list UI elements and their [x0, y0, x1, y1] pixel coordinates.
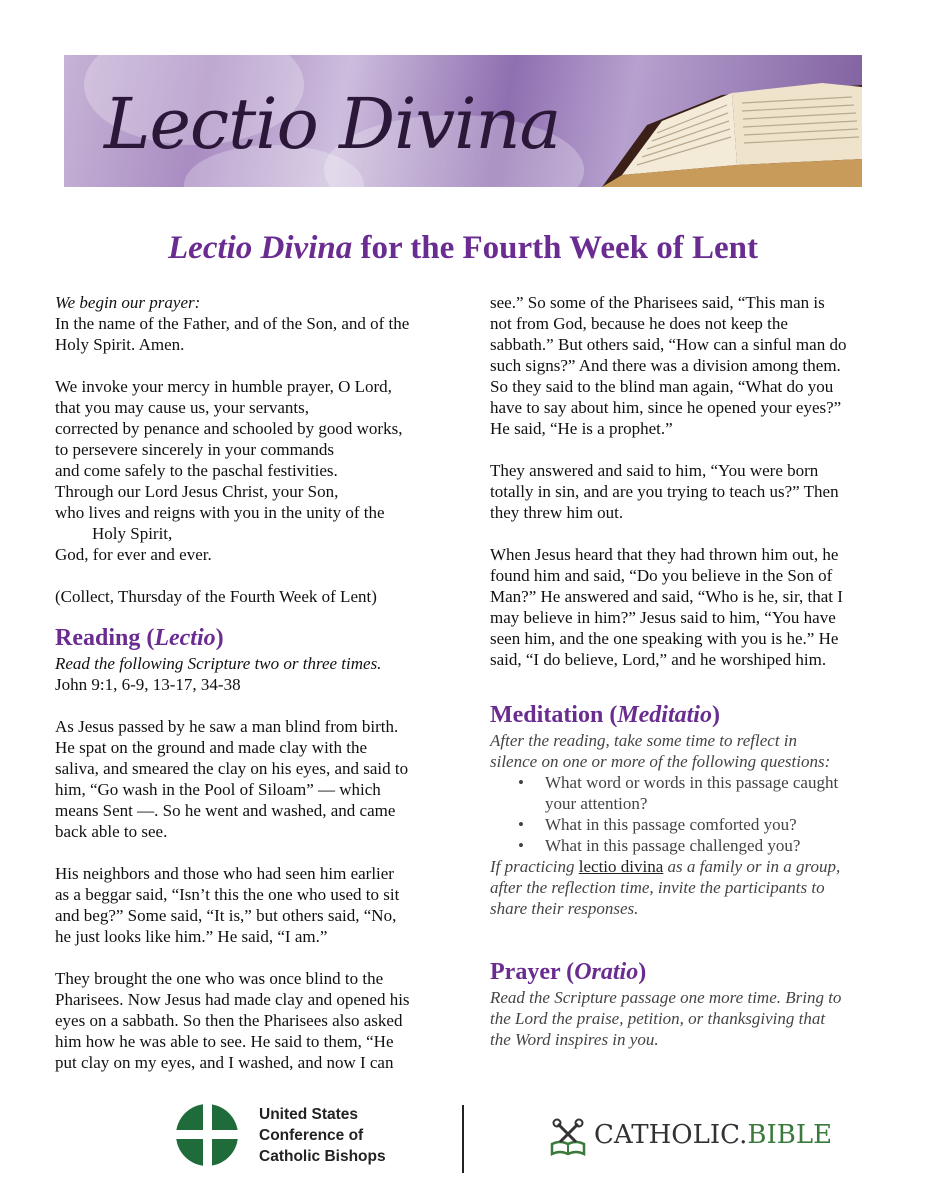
page-title [0, 230, 926, 267]
group-note-suffix: as a family or in a group, [663, 857, 841, 876]
group-note-line: after the reflection time, invite the participants to [490, 878, 825, 897]
scripture-line: eyes on a sabbath. So then the Pharisees also asked [55, 1011, 403, 1030]
prayer-instruction: the Word inspires in you. [490, 1030, 659, 1049]
page-title-rest: for the Fourth Week of Lent [352, 230, 758, 266]
scripture-line: saliva, and smeared the clay on his eyes, and said to [55, 759, 409, 778]
scripture-line: means Sent —. So he went and washed, and came [55, 801, 396, 820]
catholic-bible-logo [594, 1120, 832, 1150]
reading-heading-plain: Reading ( [55, 625, 155, 651]
bullet-icon: • [518, 773, 524, 792]
collect-line: who lives and reigns with you in the unity of the [55, 503, 385, 522]
usccb-logo-icon [175, 1103, 245, 1167]
collect-line: that you may cause us, your servants, [55, 398, 309, 417]
scripture-line: They answered and said to him, “You were born [490, 461, 819, 480]
lectio-divina-link[interactable]: lectio divina [578, 857, 664, 876]
right-column [490, 292, 880, 1050]
meditation-heading-italic: Meditatio [617, 702, 712, 728]
banner-title: Lectio Divina [104, 83, 561, 165]
keys-book-icon [548, 1118, 588, 1158]
page-title-italic: Lectio Divina [168, 230, 353, 266]
scripture-line: So they said to the blind man again, “What do you [490, 377, 834, 396]
open-bible-icon [562, 55, 862, 187]
meditation-heading-close: ) [711, 702, 720, 728]
scripture-line: such signs?” And there was a division among them. [490, 356, 841, 375]
scripture-line: as a beggar said, “Isn’t this the one who used to sit [55, 885, 400, 904]
scripture-line: back able to see. [55, 822, 168, 841]
catholic-text: CATHOLIC. [594, 1120, 748, 1150]
scripture-line: put clay on my eyes, and I washed, and now I can [55, 1053, 394, 1072]
scripture-line: His neighbors and those who had seen him earlier [55, 864, 394, 883]
collect-line: to persevere sincerely in your commands [55, 440, 334, 459]
meditation-heading [490, 700, 880, 730]
scripture-line: said, “I do believe, Lord,” and he worshiped him. [490, 650, 827, 669]
meditation-heading-plain: Meditation ( [490, 702, 618, 728]
collect-source: (Collect, Thursday of the Fourth Week of Lent) [55, 587, 377, 606]
meditation-instruction: silence on one or more of the following questions: [490, 752, 831, 771]
scripture-line: him how he was able to see. He said to them, “He [55, 1032, 394, 1051]
scripture-line: Man?” He answered and said, “Who is he, sir, that I [490, 587, 843, 606]
prayer-heading-italic: Oratio [574, 959, 639, 985]
meditation-instruction: After the reading, take some time to reflect in [490, 731, 798, 750]
scripture-line: He spat on the ground and made clay with the [55, 738, 368, 757]
prayer-heading [490, 957, 880, 987]
reading-heading-close: ) [215, 625, 224, 651]
question-text: What in this passage comforted you? [545, 815, 797, 834]
bullet-icon: • [518, 815, 524, 834]
collect-line: We invoke your mercy in humble prayer, O Lord, [55, 377, 392, 396]
list-item [490, 835, 880, 856]
scripture-line: they threw him out. [490, 503, 624, 522]
scripture-line: not from God, because he does not keep the [490, 314, 788, 333]
prayer-heading-plain: Prayer ( [490, 959, 575, 985]
reading-instruction: Read the following Scripture two or three times. [55, 654, 382, 673]
scripture-line: he just looks like him.” He said, “I am.” [55, 927, 328, 946]
collect-line: and come safely to the paschal festivities. [55, 461, 338, 480]
intro-label: We begin our prayer: [55, 293, 201, 312]
scripture-line: They brought the one who was once blind to the [55, 969, 384, 988]
collect-line: corrected by penance and schooled by good works, [55, 419, 403, 438]
scripture-line: Pharisees. Now Jesus had made clay and opened his [55, 990, 410, 1009]
scripture-line: found him and said, “Do you believe in the Son of [490, 566, 833, 585]
list-item [490, 814, 880, 835]
reading-heading [55, 623, 450, 653]
scripture-line: As Jesus passed by he saw a man blind from birth. [55, 717, 399, 736]
usccb-line: Conference of [259, 1127, 364, 1144]
bullet-icon: • [518, 836, 524, 855]
prayer-instruction: Read the Scripture passage one more time. Bring to [490, 988, 842, 1007]
question-text: your attention? [545, 794, 648, 813]
scripture-line: seen him, and the one speaking with you is he.” He [490, 629, 839, 648]
question-text: What word or words in this passage caught [545, 773, 839, 792]
prayer-heading-close: ) [638, 959, 647, 985]
list-item [490, 772, 880, 793]
collect-line: Through our Lord Jesus Christ, your Son, [55, 482, 339, 501]
scripture-line: sabbath.” But others said, “How can a sinful man do [490, 335, 847, 354]
scripture-line: and beg?” Some said, “It is,” but others said, “No, [55, 906, 397, 925]
left-column [55, 292, 450, 1073]
scripture-line: him, “Go wash in the Pool of Siloam” — which [55, 780, 381, 799]
question-text: What in this passage challenged you? [545, 836, 801, 855]
bible-text: BIBLE [747, 1120, 833, 1150]
scripture-line: When Jesus heard that they had thrown him out, he [490, 545, 839, 564]
prayer-instruction: the Lord the praise, petition, or thanksgiving that [490, 1009, 826, 1028]
header-banner [64, 55, 862, 187]
usccb-line: United States [259, 1106, 359, 1123]
scripture-line: totally in sin, and are you trying to teach us?” Then [490, 482, 839, 501]
usccb-line: Catholic Bishops [259, 1148, 386, 1165]
footer-divider [462, 1105, 464, 1173]
scripture-line: He said, “He is a prophet.” [490, 419, 673, 438]
text-line: Holy Spirit. Amen. [55, 335, 185, 354]
scripture-line: may believe in him?” Jesus said to him, “You have [490, 608, 836, 627]
usccb-name [259, 1104, 386, 1167]
group-note [490, 856, 880, 877]
scripture-line: have to say about him, since he opened your eyes?” [490, 398, 842, 417]
group-note-line: share their responses. [490, 899, 639, 918]
collect-line: Holy Spirit, [92, 524, 173, 543]
text-line: In the name of the Father, and of the Son, and of the [55, 314, 410, 333]
collect-line: God, for ever and ever. [55, 545, 212, 564]
reading-reference: John 9:1, 6-9, 13-17, 34-38 [55, 675, 241, 694]
scripture-line: see.” So some of the Pharisees said, “This man is [490, 293, 825, 312]
reading-heading-italic: Lectio [154, 625, 216, 651]
group-note-prefix: If practicing [490, 857, 579, 876]
